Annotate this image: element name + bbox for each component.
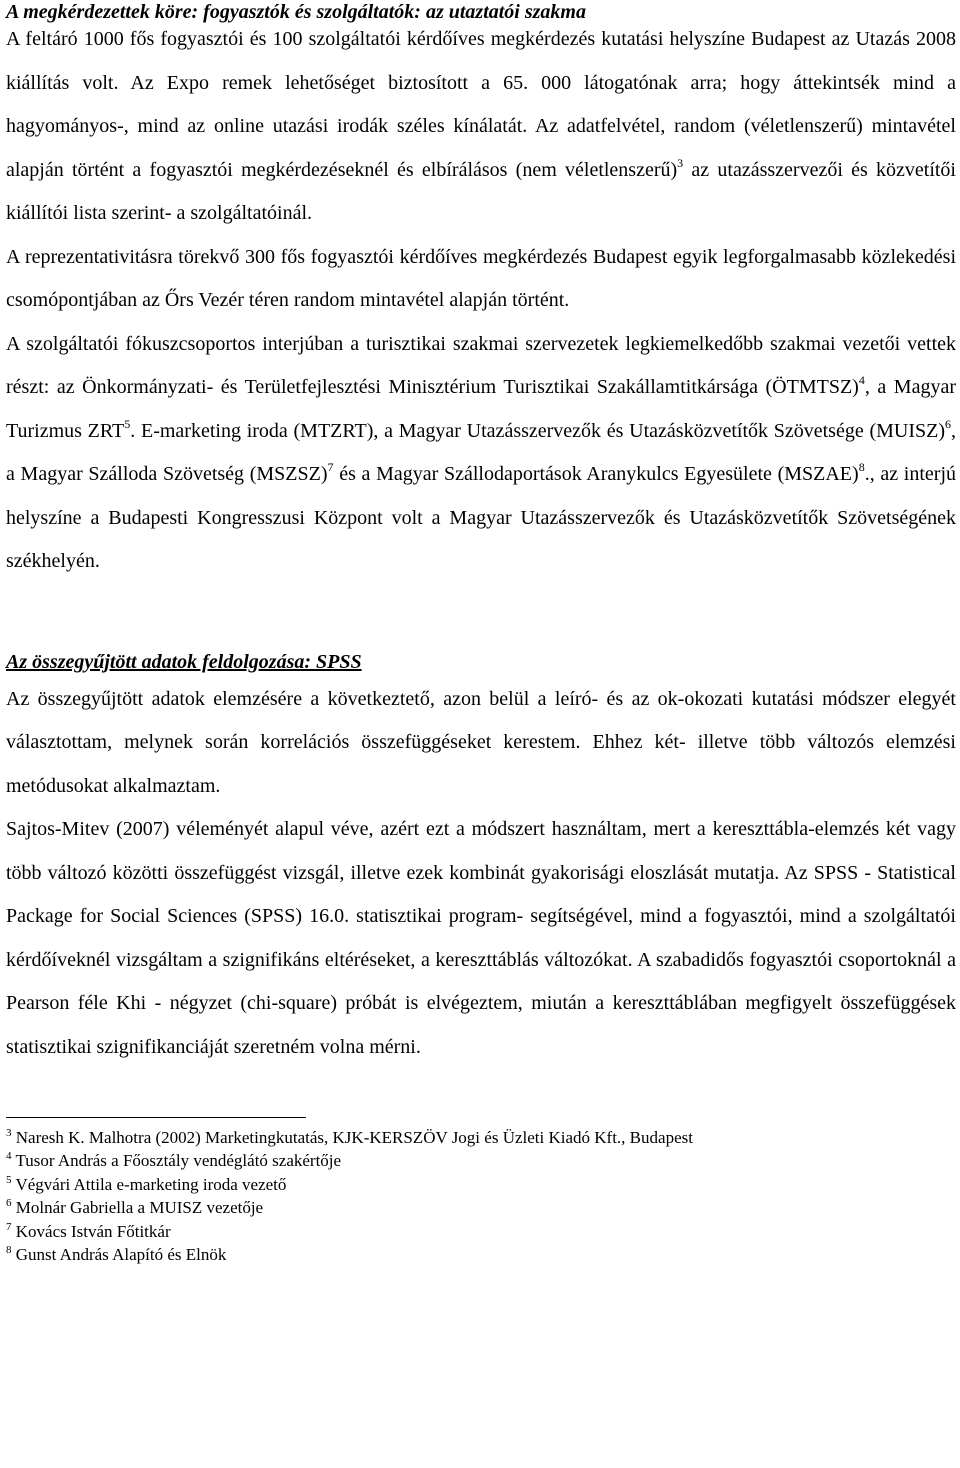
footnote-text: Kovács István Főtitkár (15, 1221, 171, 1241)
paragraph-text: . E-marketing iroda (MTZRT), a Magyar Utazásszervezők és Utazásközvetítők Szövetsége (MUISZ) (130, 419, 945, 442)
footnote-number: 3 (6, 1127, 12, 1139)
footnote-item (6, 1220, 956, 1243)
paragraph-crosstab-analysis: Sajtos-Mitev (2007) véleményét alapul véve, azért ezt a módszert használtam, mert a kereszttábla-elemzés két vagy több változó közötti összefüggést vizsgál, illetve ezek kombinát gyakorisági eloszlását mutatja. Az SPSS - Statistical Package for Social Sciences (SPSS) 16.0. statisztikai program- segítségével, mind a fogyasztói, mind a szolgáltatói kérdőíveknél vizsgáltam a szignifikáns eltéréseket, a kereszttáblás változókat. A szabadidős fogyasztói csoportoknál a Pearson féle Khi - négyzet (chi-square) próbát is elvégeztem, miután a kereszttáblában megfigyelt összefüggések statisztikai szignifikanciáját szeretném volna mérni. (6, 818, 956, 1058)
footnote-separator (6, 1117, 306, 1118)
paragraph-text: A feltáró 1000 fős fogyasztói és 100 szolgáltatói kérdőíves megkérdezés kutatási helyszíne Budapest az Utazás 2008 kiállítás volt. Az Expo remek lehetőséget biztosított a 65. 000 látogatónak arra; hogy áttekintsék mind a hagyományos-, mind az online utazási irodák széles kínálatát. Az adatfelvétel, random (véletlenszerű) mintavétel alapján történt a fogyasztói megkérdezéseknél és elbírálásos (nem véletlenszerű) (6, 28, 956, 181)
paragraph-sample-description (6, 18, 956, 236)
footnote-number: 4 (6, 1150, 12, 1163)
footnote-ref[interactable]: 7 (327, 460, 334, 474)
footnote-item (6, 1196, 956, 1219)
footnote-text: Naresh K. Malhotra (2002) Marketingkutatás, KJK-KERSZÖV Jogi és Üzleti Kiadó Kft., Budapest (15, 1128, 693, 1147)
footnote-text: Tusor András a Főosztály vendéglátó szakértője (15, 1151, 342, 1171)
footnote-ref[interactable]: 8 (858, 460, 865, 474)
footnote-number: 5 (6, 1173, 12, 1186)
footnote-ref[interactable]: 6 (945, 416, 951, 431)
footnote-text: Molnár Gabriella a MUISZ vezetője (15, 1198, 264, 1218)
section-title-spss: Az összegyűjtött adatok feldolgozása: SPSS (6, 650, 362, 673)
footnote-number: 7 (6, 1220, 12, 1233)
footnote-ref[interactable]: 5 (124, 416, 131, 431)
footnote-text: Végvári Attila e-marketing iroda vezető (15, 1174, 287, 1194)
footnote-item (6, 1243, 956, 1266)
footnote-number: 8 (6, 1244, 12, 1257)
footnote-number: 6 (6, 1197, 12, 1210)
document-page (6, 0, 956, 1266)
footnote-item (6, 1126, 956, 1149)
footnote-item (6, 1173, 956, 1196)
paragraph-text: , a Magyar Szálloda Szövetség (MSZSZ) (6, 419, 956, 485)
paragraph-focus-group (6, 323, 956, 584)
section-heading: A megkérdezettek köre: fogyasztók és szolgáltatók: az utaztatói szakma (6, 1, 586, 23)
footnote-ref[interactable]: 3 (677, 155, 684, 170)
paragraph-text: , a Magyar Turizmus ZRT (6, 376, 956, 442)
footnote-text: Gunst András Alapító és Elnök (15, 1245, 227, 1265)
paragraph-methodology: Az összegyűjtött adatok elemzésére a következtető, azon belül a leíró- és az ok-okozati kutatási módszer elegyét választottam, melynek során korrelációs összefüggéseket kerestem. Ehhez két- illetve több változós elemzési metódusokat alkalmaztam. (6, 687, 956, 797)
paragraph-text: és a Magyar Szállodaportások Aranykulcs Egyesülete (MSZAE) (333, 463, 859, 485)
paragraph-text: A szolgáltatói fókuszcsoportos interjúban a turisztikai szakmai szervezetek legkiemelkedőbb szakmai vezetői vettek részt: az Önkormányzati- és Területfejlesztési Minisztérium Turisztikai Szakállamtitkársága (ÖTMTSZ) (6, 332, 956, 398)
paragraph-representative-survey: A reprezentativitásra törekvő 300 fős fogyasztói kérdőíves megkérdezés Budapest egyik legforgalmasabb közlekedési csomópontjában az Őrs Vezér téren random mintavétel alapján történt. (6, 245, 956, 311)
paragraph-text: az utazásszervezői és közvetítői kiállítói lista szerint- a szolgáltatóinál. (6, 158, 956, 224)
paragraph-text: ., az interjú helyszíne a Budapesti Kongresszusi Központ volt a Magyar Utazásszervezők és Utazásközvetítők Szövetségének székhelyén. (6, 463, 956, 572)
footnotes-list (6, 1126, 956, 1266)
footnote-item (6, 1149, 956, 1172)
footnote-ref[interactable]: 4 (858, 373, 865, 387)
